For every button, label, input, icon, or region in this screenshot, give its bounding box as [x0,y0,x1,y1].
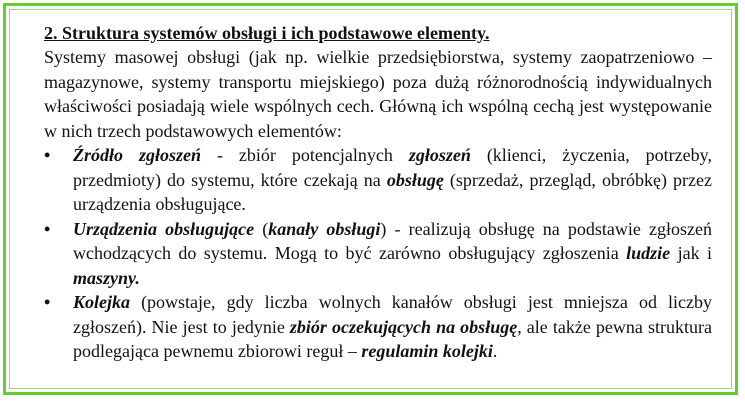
item-text: - zbiór potencjalnych [201,145,409,165]
emphasis-text: kanały obsługi [268,218,381,239]
document-frame [3,3,738,395]
elements-list [44,143,712,364]
list-item-queue [44,290,712,364]
bullet-icon: • [44,145,51,165]
emphasis-text: obsługę [386,169,444,190]
emphasis-text: zgłoszeń [408,145,471,165]
intro-paragraph: Systemy masowej obsługi (jak np. wielkie przedsiębiorstwa, systemy zaopatrzeniowo – magazynowe, systemy transportu miejskiego) poza dużą różnorodnością indywidualnych właściwości posiadają wiele wspólnych cech. Główną ich wspólną cechą jest występowanie w nich trzech podstawowych elementów: [44,47,712,141]
emphasis-text: zbiór oczekujących na obsługę [289,316,518,337]
list-item-source [44,143,712,217]
emphasis-text: ludzie [626,243,671,263]
item-text: (powstaje, gdy liczba wolnych kanałów obsługi jest mniejsza od liczby zgłoszeń). Nie jest to jedynie [73,292,712,337]
term-queue: Kolejka [73,292,130,312]
item-text: (sprzedaż, przegląd, obróbkę) przez urządzenia obsługujące. [73,169,712,214]
bullet-icon: • [44,218,51,239]
item-text: ) - realizują obsługę na podstawie zgłoszeń wchodzących do systemu. Mogą to być zarówno obsługujący zgłoszenia [73,218,712,263]
section-heading: 2. Struktura systemów obsługi i ich podstawowe elementy. [44,23,490,43]
term-source: Źródło zgłoszeń [73,145,201,165]
item-text: , ale także pewna struktura podlegająca pewnemu zbiorowi reguł – [73,316,712,361]
bullet-icon: • [44,292,51,312]
emphasis-text: regulamin kolejki [361,341,493,361]
item-text: ( [254,218,269,239]
emphasis-text: maszyny. [73,267,140,288]
term-servers: Urządzenia obsługujące [73,218,255,239]
list-item-servers [44,217,712,291]
item-text: . [492,341,498,361]
item-text: jak i [670,243,712,263]
document-content [44,21,712,364]
item-text: (klienci, życzenia, potrzeby, przedmioty) do systemu, które czekają na [73,145,712,190]
